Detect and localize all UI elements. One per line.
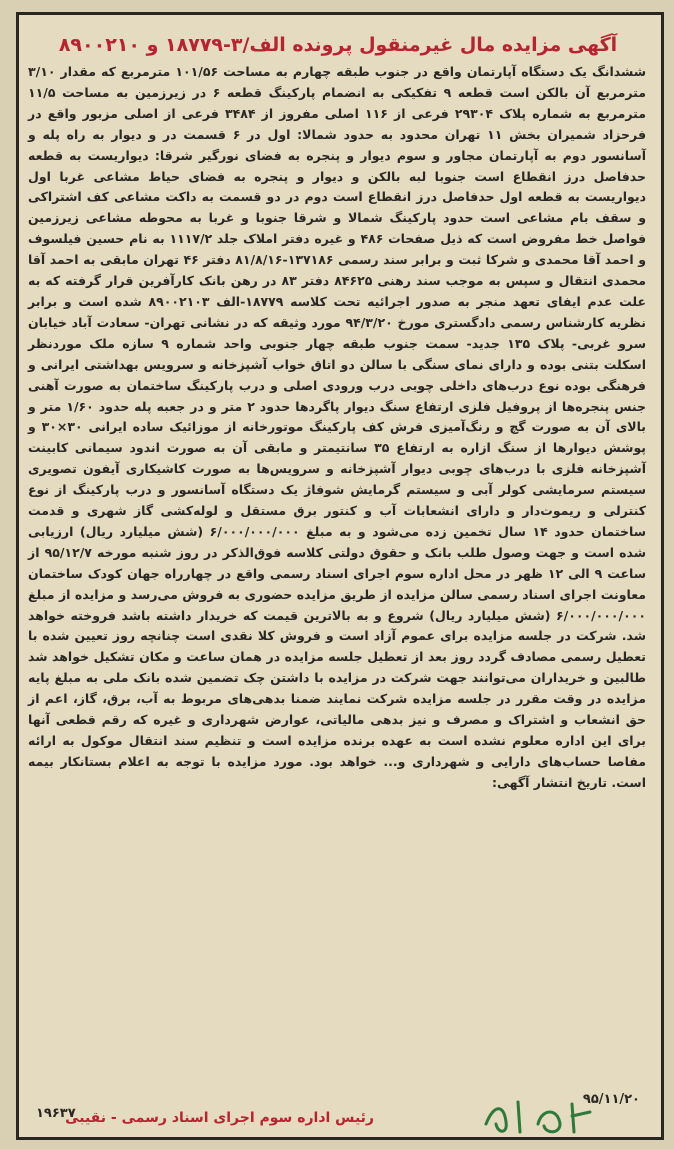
handwritten-mark-icon bbox=[480, 1094, 600, 1138]
notice-body: ششدانگ یک دستگاه آپارتمان واقع در جنوب طبقه چهارم به مساحت ۱۰۱/۵۶ مترمربع که مقدار ۳/۱۰ مترمربع آن بالکن است قطعه ۹ تفکیکی به انضمام پارکینگ قطعه ۶ در زیرزمین به مساحت ۱۱/۵ مترمربع به شماره پلاک ۲۹۳۰۴ فرعی از ۱۱۶ اصلی مفروز از ۳۴۸۴ فرعی از اصلی مزبور واقع در فرحزاد شمیران بخش ۱۱ تهران محدود به حدود شمالا: اول در ۶ قسمت در و دیوار به راه پله و آسانسور دوم به آپارتمان مجاور و سوم دیوار و پنجره به فضای نورگیر شرقا: دیواریست به قطعه حدفاصل درز انقطاع است جنوبا لبه بالکن و دیوار و پنجره به فضای حیاط مشاعی غربا اول دیواریست به قطعه اول حدفاصل درز انقطاع است دوم در دو قسمت به داکت مشاعی کف اشتراکی و سقف بام مشاعی است حدود پارکینگ شمالا و شرقا جنوبا و غربا به محوطه مشاعی زیرزمین فواصل خط مفروض است که ذیل صفحات ۴۸۶ و غیره دفتر املاک جلد ۱۱۱۷/۲ به نام حسین فیلسوف و احمد آقا محمدی و شرکا ثبت و برابر سند رسمی ۱۳۷۱۸۶-۸۱/۸/۱۶ دفتر ۴۶ تهران مابقی به احمد آقا محمدی انتقال و سپس به موجب سند رهنی ۸۴۶۲۵ دفتر ۸۳ در رهن بانک کارآفرین قرار گرفته که به علت عدم ایفای تعهد منجر به صدور اجرائیه تحت کلاسه ۱۸۷۷۹-الف ۸۹۰۰۲۱۰۳ شده است و برابر نظریه کارشناس رسمی دادگستری مورخ ۹۴/۳/۲۰ مورد وثیقه که در نشانی تهران- سعادت آباد خیابان سرو غربی- پلاک ۱۳۵ جدید- سمت جنوب طبقه چهار جنوبی واحد شماره ۹ سازه ملک موردنظر اسکلت بتنی بوده و دارای نمای سنگی با سالن دو اتاق خواب آشپزخانه و سرویس بهداشتی ایرانی و فرهنگی بوده نوع درب‌های داخلی چوبی درب ورودی اصلی و درب پارکینگ ساختمان به صورت آهنی جنس پنجره‌ها از پروفیل فلزی ارتفاع سنگ دیوار پاگردها حدود ۲ متر و در جعبه پله حدود ۱/۶۰ متر و بالای آن به صورت گچ و رنگ‌آمیزی فرش کف پارکینگ موتورخانه از موزائیک ساده ایرانی ۳۰×۳۰ و پوشش دیوارها از سنگ ازاره به ارتفاع ۳۵ سانتیمتر و مابقی آن به صورت اندود سیمانی کابینت آشپزخانه فلزی با درب‌های چوبی دیوار آشپزخانه و سرویس‌ها به صورت کاشیکاری آیفون تصویری سیستم سرمایشی کولر آبی و سیستم گرمایش شوفاژ یک دستگاه آسانسور و درب پارکینگ از نوع کنترلی و ریموت‌دار و دارای انشعابات آب و کنتور برق مستقل و لوله‌کشی گاز شهری و قدمت ساختمان حدود ۱۴ سال تخمین زده می‌شود و به مبلغ ۶/۰۰۰/۰۰۰/۰۰۰ (شش میلیارد ریال) ارزیابی شده است و جهت وصول طلب بانک و حقوق دولتی کلاسه فوق‌الذکر در روز شنبه مورخه ۹۵/۱۲/۷ از ساعت ۹ الی ۱۲ ظهر در محل اداره سوم اجرای اسناد رسمی واقع در چهارراه جهان کودک ساختمان معاونت اجرای اسناد رسمی سالن مزایده از طریق مزایده حضوری به فروش می‌رسد و مزایده از مبلغ ۶/۰۰۰/۰۰۰/۰۰۰ (شش میلیارد ریال) شروع و به بالاترین قیمت که خریدار داشته باشد فروخته خواهد شد. شرکت در جلسه مزایده برای عموم آزاد است و فروش کلا نقدی است چنانچه روز تعیین شده با تعطیل رسمی مصادف گردد روز بعد از تعطیل جلسه مزایده در همان ساعت و مکان تشکیل خواهد شد طالبین و خریداران می‌توانند جهت شرکت در مزایده با داشتن چک تضمین شده بانک ملی به مبلغ پایه مزایده در وقت مقرر در جلسه مزایده شرکت نمایند ضمنا بدهی‌های مربوط به آب، برق، گاز، اعم از حق انشعاب و اشتراک و مصرف و نیز بدهی مالیاتی، عوارض شهرداری و غیره که رقم قطعی آنها برای این اداره معلوم نشده است به عهده برنده مزایده است و تنظیم سند انتقال موکول به ارائه مفاصا حساب‌های دارایی و شهرداری و... خواهد بود. مورد مزایده با توجه به اعلام بستانکار بیمه است. تاریخ انتشار آگهی: bbox=[28, 64, 647, 790]
signature-line: رئیس اداره سوم اجرای اسناد رسمی - نقیبی bbox=[65, 1110, 374, 1126]
publish-date: ۹۵/۱۱/۲۰ bbox=[582, 1092, 640, 1107]
notice-code: ۱۹۶۳۷ bbox=[36, 1106, 76, 1121]
notice-title: آگهی مزایده مال غیرمنقول پرونده الف/۳-۱۸۷۷۹ و ۸۹۰۰۲۱۰ bbox=[58, 34, 618, 56]
